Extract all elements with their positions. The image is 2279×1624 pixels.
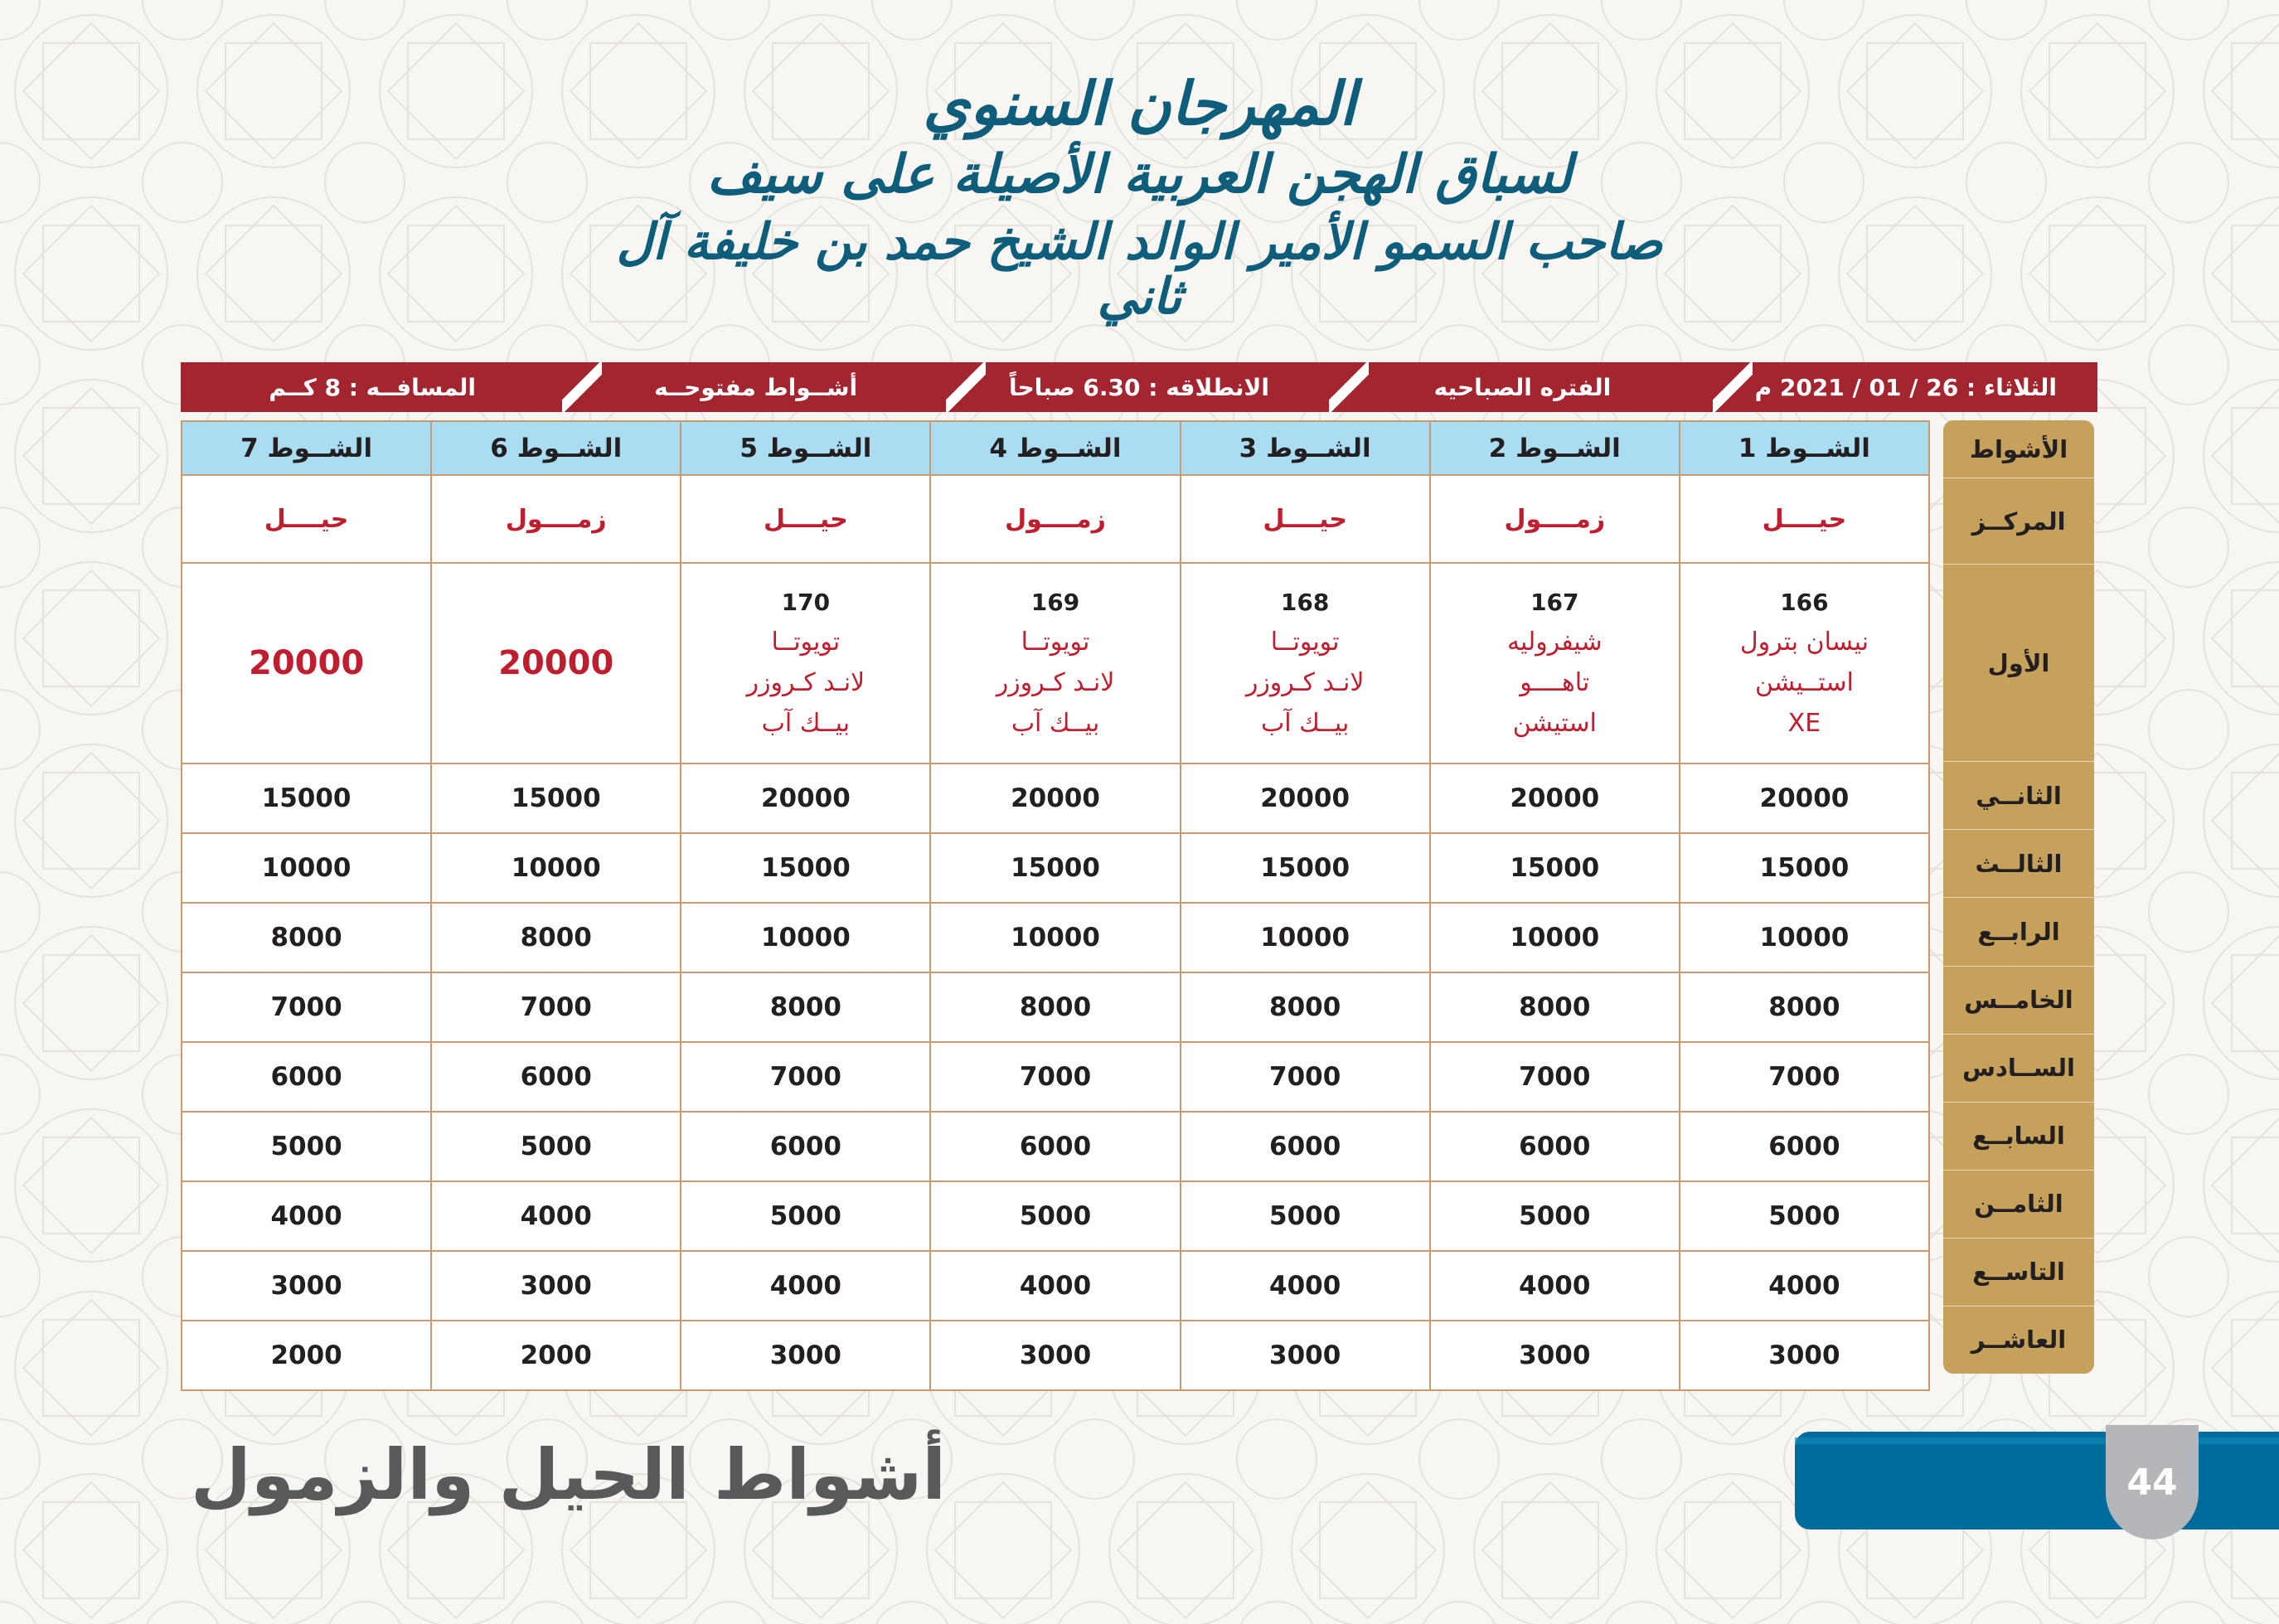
center-cell: حيــــل <box>182 475 431 563</box>
prize-cell: 15000 <box>1181 833 1430 903</box>
first-prize-cell <box>431 563 681 764</box>
prize-cell: 4000 <box>182 1181 431 1251</box>
prize-cell: 20000 <box>681 764 930 833</box>
prize-cell: 6000 <box>1181 1112 1430 1181</box>
prize-row-rank-4 <box>182 903 1929 972</box>
label-rank-4: الرابــع <box>1943 898 2094 966</box>
prize-cell: 3000 <box>930 1321 1180 1390</box>
row-label-column <box>1943 420 2094 1374</box>
heat-header: الشــوط 7 <box>182 421 431 475</box>
prize-cell: 4000 <box>431 1181 681 1251</box>
heat-header: الشــوط 4 <box>930 421 1180 475</box>
prize-cell: 8000 <box>1430 972 1680 1042</box>
first-prize-amount: 20000 <box>248 644 365 682</box>
car-model-line: لانـد كـروزر <box>996 668 1115 697</box>
label-rank-9: التاســع <box>1943 1239 2094 1306</box>
prize-cell: 15000 <box>1430 833 1680 903</box>
prize-table <box>181 420 1930 1391</box>
prize-cell: 15000 <box>431 764 681 833</box>
prize-cell: 8000 <box>681 972 930 1042</box>
car-model-line: لانـد كـروزر <box>1245 668 1365 697</box>
car-model-line: استــيشن <box>1755 668 1854 697</box>
prize-cell: 10000 <box>182 833 431 903</box>
label-heats: الأشواط <box>1943 420 2094 478</box>
prize-row-rank-5 <box>182 972 1929 1042</box>
prize-cell: 4000 <box>1680 1251 1929 1321</box>
heat-header: الشــوط 3 <box>1181 421 1430 475</box>
race-info-bar <box>181 362 2097 412</box>
center-row <box>182 475 1929 563</box>
prize-cell: 5000 <box>431 1112 681 1181</box>
prize-cell: 7000 <box>1680 1042 1929 1112</box>
prize-cell: 10000 <box>431 833 681 903</box>
info-distance: المسافــه : 8 كــم <box>269 373 477 401</box>
heat-header: الشــوط 5 <box>681 421 930 475</box>
title-line-2: لسباق الهجن العربية الأصيلة على سيف <box>706 143 1573 206</box>
label-rank-10: العاشــر <box>1971 1326 2067 1355</box>
prize-row-rank-10 <box>182 1321 1929 1390</box>
prize-row-rank-9 <box>182 1251 1929 1321</box>
prize-cell: 20000 <box>1430 764 1680 833</box>
first-prize-cell <box>681 563 930 764</box>
label-rank-5: الخامــس <box>1943 967 2094 1035</box>
car-model-line: تاهــــو <box>1520 668 1590 697</box>
car-model-line: تويوتــا <box>1270 628 1340 657</box>
car-model-line: شيفروليه <box>1506 628 1603 657</box>
center-cell: حيــــل <box>1680 475 1929 563</box>
car-number: 168 <box>1280 589 1330 616</box>
prize-cell: 6000 <box>431 1042 681 1112</box>
center-cell: زمــــول <box>431 475 681 563</box>
prize-cell: 5000 <box>1181 1181 1430 1251</box>
prize-cell: 5000 <box>1430 1181 1680 1251</box>
prize-cell: 10000 <box>1430 903 1680 972</box>
prize-cell: 6000 <box>1680 1112 1929 1181</box>
prize-cell: 5000 <box>930 1181 1180 1251</box>
prize-cell: 8000 <box>431 903 681 972</box>
prize-cell: 15000 <box>930 833 1180 903</box>
car-number: 169 <box>1030 589 1080 616</box>
car-model-line: بيــك آب <box>761 709 851 738</box>
first-prize-row <box>182 563 1929 764</box>
prize-cell: 8000 <box>930 972 1180 1042</box>
prize-cell: 7000 <box>681 1042 930 1112</box>
title-line-1: المهرجان السنوي <box>923 68 1356 138</box>
prize-cell: 10000 <box>681 903 930 972</box>
label-rank-2: الثانــي <box>1943 762 2094 830</box>
prize-cell: 10000 <box>1680 903 1929 972</box>
prize-cell: 20000 <box>1680 764 1929 833</box>
prize-cell: 7000 <box>930 1042 1180 1112</box>
car-model-line: تويوتــا <box>771 628 841 657</box>
car-number: 167 <box>1530 589 1579 616</box>
prize-row-rank-2 <box>182 764 1929 833</box>
info-date: الثلاثاء : 26 / 01 / 2021 م <box>1714 362 2097 412</box>
center-cell: حيــــل <box>1181 475 1430 563</box>
heat-header-row <box>182 421 1929 475</box>
car-model-line: نيسان بترول <box>1739 628 1869 657</box>
prize-cell: 15000 <box>1680 833 1929 903</box>
prize-cell: 5000 <box>182 1112 431 1181</box>
prize-cell: 6000 <box>1430 1112 1680 1181</box>
prize-cell: 3000 <box>431 1251 681 1321</box>
prize-cell: 8000 <box>182 903 431 972</box>
car-number: 166 <box>1780 589 1829 616</box>
page-footer-title: أشواط الحيل والزمول <box>191 1434 947 1515</box>
info-period: الفتره الصباحيه <box>1331 362 1714 412</box>
prize-cell: 4000 <box>1181 1251 1430 1321</box>
prize-cell: 3000 <box>681 1321 930 1390</box>
prize-cell: 7000 <box>182 972 431 1042</box>
center-cell: حيــــل <box>681 475 930 563</box>
prize-cell: 2000 <box>431 1321 681 1390</box>
page-number-badge: 44 <box>2106 1425 2199 1539</box>
festival-title <box>580 70 1699 324</box>
info-start-time: الانطلاقه : 6.30 صباحاً <box>948 362 1331 412</box>
car-model-line: XE <box>1787 709 1821 738</box>
prize-cell: 10000 <box>1181 903 1430 972</box>
info-heat-type: أشــواط مفتوحــه <box>564 362 947 412</box>
prize-cell: 7000 <box>1181 1042 1430 1112</box>
prize-row-rank-3 <box>182 833 1929 903</box>
prize-cell: 7000 <box>1430 1042 1680 1112</box>
prize-cell: 20000 <box>930 764 1180 833</box>
car-model-line: استيشن <box>1512 709 1597 738</box>
prize-cell: 4000 <box>930 1251 1180 1321</box>
prize-cell: 3000 <box>1181 1321 1430 1390</box>
center-cell: زمــــول <box>930 475 1180 563</box>
prize-cell: 8000 <box>1680 972 1929 1042</box>
label-first: الأول <box>1943 565 2094 762</box>
first-prize-cell <box>1430 563 1680 764</box>
car-model-line: بيــك آب <box>1260 709 1350 738</box>
label-rank-8: الثامــن <box>1943 1171 2094 1239</box>
first-prize-cell <box>182 563 431 764</box>
prize-cell: 8000 <box>1181 972 1430 1042</box>
car-model-line: لانـد كـروزر <box>746 668 866 697</box>
heat-header: الشــوط 6 <box>431 421 681 475</box>
prize-cell: 7000 <box>431 972 681 1042</box>
prize-cell: 6000 <box>930 1112 1180 1181</box>
prize-cell: 6000 <box>681 1112 930 1181</box>
prize-cell: 15000 <box>182 764 431 833</box>
prize-cell: 3000 <box>182 1251 431 1321</box>
prize-cell: 3000 <box>1680 1321 1929 1390</box>
prize-cell: 20000 <box>1181 764 1430 833</box>
car-model-line: بيــك آب <box>1011 709 1100 738</box>
prize-cell: 15000 <box>681 833 930 903</box>
prize-cell: 4000 <box>1430 1251 1680 1321</box>
heat-header: الشــوط 1 <box>1680 421 1929 475</box>
label-rank-6: الســادس <box>1943 1035 2094 1103</box>
footer-accent-bar <box>1795 1432 2279 1529</box>
prize-cell: 6000 <box>182 1042 431 1112</box>
prize-cell: 5000 <box>1680 1181 1929 1251</box>
prize-cell: 5000 <box>681 1181 930 1251</box>
heat-header: الشــوط 2 <box>1430 421 1680 475</box>
prize-row-rank-6 <box>182 1042 1929 1112</box>
prize-cell: 4000 <box>681 1251 930 1321</box>
first-prize-cell <box>930 563 1180 764</box>
first-prize-cell <box>1680 563 1929 764</box>
label-rank-7: السابــع <box>1943 1103 2094 1171</box>
prize-row-rank-7 <box>182 1112 1929 1181</box>
label-center: المركــز <box>1943 478 2094 565</box>
first-prize-cell <box>1181 563 1430 764</box>
title-line-3: صاحب السمو الأمير الوالد الشيخ حمد بن خليفة آل ثاني <box>616 212 1663 326</box>
car-number: 170 <box>781 589 831 616</box>
prize-cell: 3000 <box>1430 1321 1680 1390</box>
label-rank-3: الثالــث <box>1943 830 2094 898</box>
car-model-line: تويوتــا <box>1021 628 1090 657</box>
prize-cell: 10000 <box>930 903 1180 972</box>
center-cell: زمــــول <box>1430 475 1680 563</box>
prize-cell: 2000 <box>182 1321 431 1390</box>
prize-row-rank-8 <box>182 1181 1929 1251</box>
first-prize-amount: 20000 <box>498 644 614 682</box>
